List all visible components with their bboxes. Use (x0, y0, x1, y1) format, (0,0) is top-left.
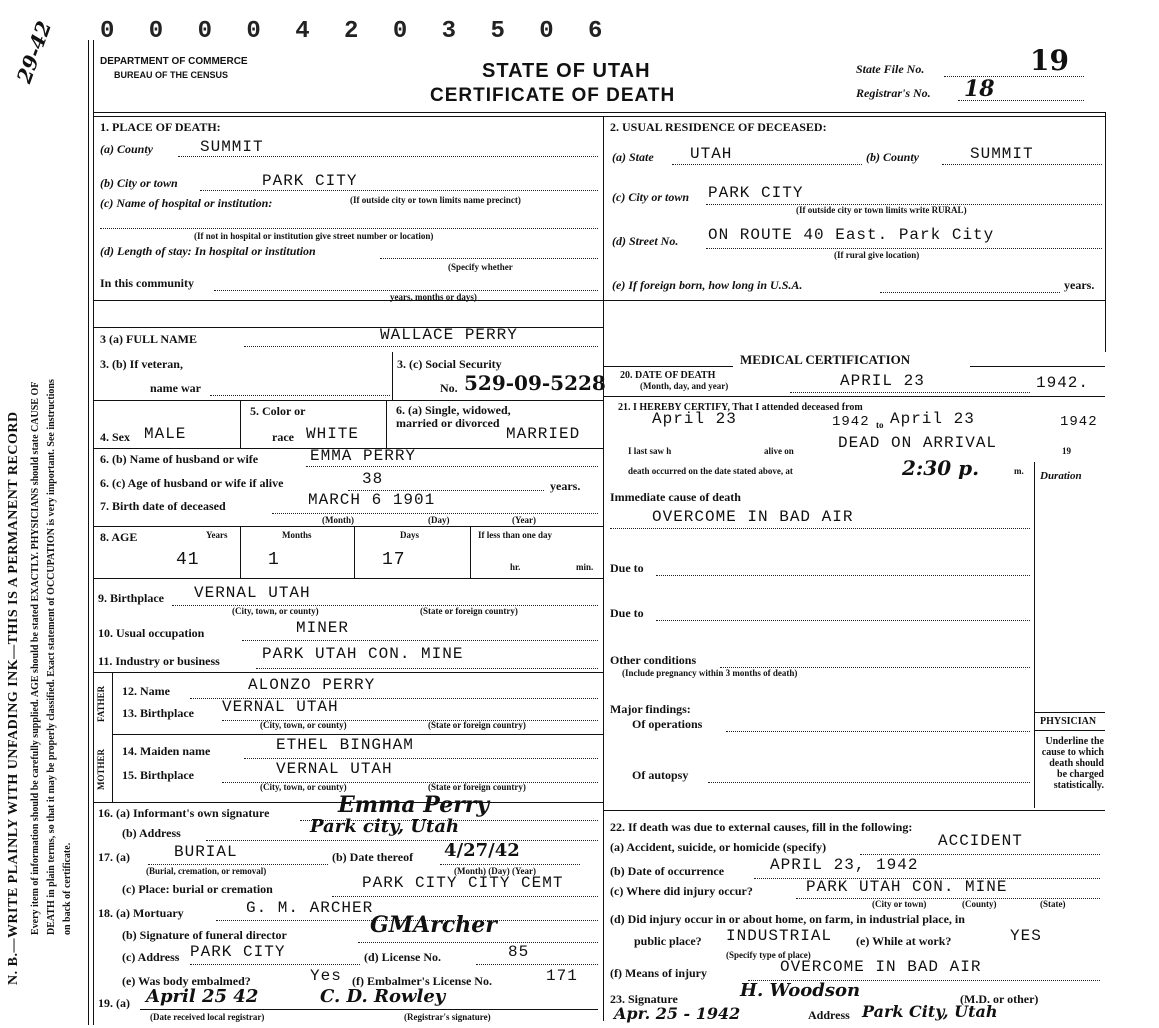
residence-state-label: (a) State (612, 150, 654, 164)
funeral-director-signature-label: (b) Signature of funeral director (122, 928, 287, 942)
certify-label: 21. I HEREBY CERTIFY, That I attended deceased from (618, 402, 863, 413)
disposal-note: (Burial, cremation, or removal) (146, 866, 267, 876)
birth-date-label: 7. Birth date of deceased (100, 499, 226, 513)
embalmed-label: (e) Was body embalmed? (122, 974, 251, 988)
alive-on-label: alive on (764, 446, 794, 456)
marital-status-value: MARRIED (506, 425, 581, 443)
mortuary-address-label: (c) Address (122, 950, 180, 964)
mother-birthplace-value: VERNAL UTAH (276, 760, 393, 778)
age-years-value: 41 (176, 550, 200, 570)
ss-number-value: 529-09-5228 (464, 371, 606, 395)
external-causes-heading: 22. If death was due to external causes, fill in the following: (610, 820, 913, 834)
full-name-label: 3 (a) FULL NAME (100, 332, 197, 346)
operations-label: Of operations (632, 717, 703, 731)
physician-underline-note: Underline the cause to which death should be charged statistically. (1041, 736, 1104, 791)
veteran-label: 3. (b) If veteran, (100, 357, 183, 371)
sex-label: 4. Sex (100, 430, 130, 444)
date-received-value: April 25 42 (146, 986, 259, 1007)
public-place-value: INDUSTRIAL (726, 927, 833, 945)
other-conditions-label: Other conditions (610, 653, 697, 667)
occupation-label: 10. Usual occupation (98, 626, 205, 640)
death-time-value: 2:30 p. (902, 456, 980, 480)
major-findings-label: Major findings: (610, 702, 691, 716)
residence-city-label: (c) City or town (612, 190, 689, 204)
father-birthplace-label: 13. Birthplace (122, 706, 194, 720)
disposal-label: 17. (a) (98, 850, 130, 864)
autopsy-label: Of autopsy (632, 768, 689, 782)
margin-handwritten-note: 29-42 (11, 17, 57, 87)
race-value: WHITE (306, 425, 360, 443)
death-city-value: PARK CITY (262, 172, 358, 190)
disposal-date-value: 4/27/42 (444, 840, 520, 861)
birth-day-note: (Day) (428, 515, 450, 525)
marital-status-label: 6. (a) Single, widowed, married or divorced (396, 403, 511, 430)
injury-county-note: (County) (962, 899, 997, 909)
attended-from-year: 1942 (832, 414, 870, 430)
embalmer-license-value: 171 (546, 967, 578, 985)
death-county-label: (a) County (100, 142, 154, 156)
age-months-label: Months (282, 530, 312, 540)
place-type-note: (Specify type of place) (726, 950, 811, 960)
disposal-date-label: (b) Date thereof (332, 850, 414, 864)
signature-label: 23. Signature (610, 992, 678, 1006)
attended-to-year: 1942 (1060, 414, 1098, 430)
birth-date-value: MARCH 6 1901 (308, 491, 436, 509)
funeral-director-signature: GMArcher (370, 912, 497, 938)
signature-address-value: Park City, Utah (862, 1002, 998, 1021)
signature-address-label: Address (808, 1008, 850, 1022)
burial-place-label: (c) Place: burial or cremation (122, 882, 273, 896)
home-farm-label: (d) Did injury occur in or about home, on farm, in industrial place, in (610, 912, 965, 926)
hospital-label: (c) Name of hospital or institution: (100, 196, 273, 210)
mother-birthplace-label: 15. Birthplace (122, 768, 194, 782)
bureau-name: BUREAU OF THE CENSUS (114, 70, 229, 80)
full-name-value: WALLACE PERRY (380, 326, 518, 344)
public-place-label: public place? (634, 934, 702, 948)
spouse-name-label: 6. (b) Name of husband or wife (100, 452, 259, 466)
injury-location-value: PARK UTAH CON. MINE (806, 878, 1008, 896)
social-security-label: 3. (c) Social Security (397, 357, 502, 371)
residence-county-value: SUMMIT (970, 145, 1034, 163)
death-city-label: (b) City or town (100, 176, 178, 190)
due-to-label-2: Due to (610, 606, 644, 620)
community-label: In this community (100, 276, 195, 290)
immediate-cause-value: OVERCOME IN BAD AIR (652, 508, 854, 526)
sex-value: MALE (144, 425, 187, 443)
pregnancy-note: (Include pregnancy within 3 months of death) (622, 668, 798, 678)
injury-state-note: (State) (1040, 899, 1066, 909)
birthplace-state-note: (State or foreign country) (420, 606, 518, 616)
years-months-days-note: years, months or days) (390, 292, 477, 302)
less-than-day-label: If less than one day (478, 530, 553, 540)
license-value: 85 (508, 943, 530, 961)
time-m-label: m. (1014, 466, 1024, 476)
ss-number-label: No. (440, 381, 458, 395)
color-label: 5. Color or (250, 404, 306, 418)
spouse-name-value: EMMA PERRY (310, 447, 417, 465)
department-name: DEPARTMENT OF COMMERCE (100, 56, 248, 67)
age-years-label: Years (206, 530, 228, 540)
minutes-label: min. (576, 562, 594, 572)
place-of-death-heading: 1. PLACE OF DEATH: (100, 120, 221, 134)
age-days-label: Days (400, 530, 420, 540)
registrar-number: 18 (964, 76, 995, 102)
residence-street-label: (d) Street No. (612, 234, 679, 248)
date-of-death-year: 1942. (1036, 374, 1090, 392)
residence-state-value: UTAH (690, 145, 733, 163)
immediate-cause-label: Immediate cause of death (610, 490, 741, 504)
informant-signature-label: 16. (a) Informant's own signature (98, 806, 270, 820)
margin-instruction-3: DEATH in plain terms, so that it may be properly classified. Exact statement of OCCUPATION is very important. See instructions (46, 379, 57, 935)
means-value: OVERCOME IN BAD AIR (780, 958, 982, 976)
birthplace-value: VERNAL UTAH (194, 584, 311, 602)
war-label: name war (150, 381, 201, 395)
at-work-label: (e) While at work? (856, 934, 952, 948)
rural-location-note: (If rural give location) (834, 250, 920, 260)
alive-on-value: DEAD ON ARRIVAL (838, 434, 998, 452)
father-birthplace-value: VERNAL UTAH (222, 698, 339, 716)
father-tag: FATHER (96, 685, 106, 722)
informant-address-label: (b) Address (122, 826, 181, 840)
specify-whether-note: (Specify whether (448, 262, 513, 272)
race-label: race (272, 430, 294, 444)
residence-heading: 2. USUAL RESIDENCE OF DECEASED: (610, 120, 827, 134)
occurrence-date-value: APRIL 23, 1942 (770, 856, 919, 874)
industry-label: 11. Industry or business (98, 654, 220, 668)
disposal-value: BURIAL (174, 843, 238, 861)
last-saw-label: I last saw h (628, 446, 672, 456)
state-file-number: 19 (1030, 44, 1069, 77)
registrar-signature: C. D. Rowley (320, 986, 446, 1007)
registrar-number-label: Registrar's No. (856, 86, 931, 100)
registrar-row-label: 19. (a) (98, 996, 130, 1010)
length-of-stay-label: (d) Length of stay: In hospital or institution (100, 244, 316, 258)
attended-to-label: to (876, 420, 884, 430)
foreign-born-label: (e) If foreign born, how long in U.S.A. (612, 278, 803, 292)
physician-tag: PHYSICIAN (1040, 716, 1097, 727)
father-name-value: ALONZO PERRY (248, 676, 376, 694)
residence-city-value: PARK CITY (708, 184, 804, 202)
years-suffix: years. (1064, 278, 1095, 292)
state-title: STATE OF UTAH (482, 60, 651, 82)
medical-cert-heading: MEDICAL CERTIFICATION (740, 352, 911, 367)
license-label: (d) License No. (364, 950, 441, 964)
manner-value: ACCIDENT (938, 832, 1023, 850)
informant-address: Park city, Utah (310, 816, 460, 837)
spouse-age-value: 38 (362, 470, 384, 488)
birthplace-city-note: (City, town, or county) (232, 606, 319, 616)
certificate-title: CERTIFICATE OF DEATH (430, 85, 676, 106)
date-of-death-note: (Month, day, and year) (640, 381, 729, 391)
residence-street-value: ON ROUTE 40 East. Park City (708, 226, 995, 244)
birth-month-note: (Month) (322, 515, 354, 525)
date-of-death-label: 20. DATE OF DEATH (620, 370, 716, 381)
age-months-value: 1 (268, 550, 280, 570)
mortuary-value: G. M. ARCHER (246, 899, 374, 917)
father-city-note: (City, town, or county) (260, 720, 347, 730)
margin-instruction-main: N. B.—WRITE PLAINLY WITH UNFADING INK—THIS IS A PERMANENT RECORD (6, 411, 21, 985)
spouse-years-suffix: years. (550, 479, 581, 493)
industry-value: PARK UTAH CON. MINE (262, 645, 464, 663)
physician-signature: H. Woodson (740, 980, 861, 1001)
embalmed-value: Yes (310, 967, 342, 985)
date-received-note: (Date received local registrar) (150, 1012, 265, 1022)
informant-signature: Emma Perry (338, 792, 490, 818)
mother-state-note: (State or foreign country) (428, 782, 526, 792)
injury-city-note: (City or town) (872, 899, 927, 909)
manner-label: (a) Accident, suicide, or homicide (specify) (610, 840, 827, 854)
at-work-value: YES (1010, 927, 1042, 945)
street-location-note: (If not in hospital or institution give street number or location) (194, 231, 434, 241)
attended-to-value: April 23 (890, 410, 975, 428)
father-name-label: 12. Name (122, 684, 170, 698)
duration-label: Duration (1040, 470, 1082, 482)
mother-tag: MOTHER (96, 748, 106, 790)
attended-from-value: April 23 (652, 410, 737, 428)
mortuary-label: 18. (a) Mortuary (98, 906, 184, 920)
date-of-death-value: APRIL 23 (840, 372, 925, 390)
birthplace-label: 9. Birthplace (98, 591, 164, 605)
due-to-label-1: Due to (610, 561, 644, 575)
spouse-age-label: 6. (c) Age of husband or wife if alive (100, 476, 284, 490)
residence-county-label: (b) County (866, 150, 920, 164)
disposal-date-note: (Month) (Day) (Year) (454, 866, 536, 876)
embalmer-license-label: (f) Embalmer's License No. (352, 974, 492, 988)
mother-name-label: 14. Maiden name (122, 744, 211, 758)
hours-label: hr. (510, 562, 521, 572)
means-label: (f) Means of injury (610, 966, 707, 980)
serial-number: 0 0 0 0 4 2 0 3 5 0 6 (100, 18, 613, 45)
margin-instruction-2: Every item of information should be carefully supplied. AGE should be stated EXACTLY. PHYSICIANS should state CAUSE OF (30, 381, 41, 935)
age-label: 8. AGE (100, 530, 138, 544)
hospital-note: (If outside city or town limits name precinct) (350, 195, 521, 205)
death-occurred-label: death occurred on the date stated above, at (628, 466, 793, 476)
occurrence-date-label: (b) Date of occurrence (610, 864, 725, 878)
occupation-value: MINER (296, 619, 350, 637)
mortuary-address-value: PARK CITY (190, 943, 286, 961)
rural-note: (If outside city or town limits write RURAL) (796, 205, 967, 215)
md-other-label: (M.D. or other) (960, 992, 1039, 1006)
signature-date: Apr. 25 - 1942 (614, 1004, 741, 1023)
alive-year: 19 (1062, 446, 1071, 456)
mother-name-value: ETHEL BINGHAM (276, 736, 414, 754)
registrar-signature-note: (Registrar's signature) (404, 1012, 491, 1022)
father-state-note: (State or foreign country) (428, 720, 526, 730)
state-file-label: State File No. (856, 62, 925, 76)
birth-year-note: (Year) (512, 515, 536, 525)
age-days-value: 17 (382, 550, 406, 570)
margin-instruction-4: on back of certificate. (62, 842, 73, 935)
death-county-value: SUMMIT (200, 138, 264, 156)
injury-location-label: (c) Where did injury occur? (610, 884, 753, 898)
mother-city-note: (City, town, or county) (260, 782, 347, 792)
burial-place-value: PARK CITY CITY CEMT (362, 874, 564, 892)
